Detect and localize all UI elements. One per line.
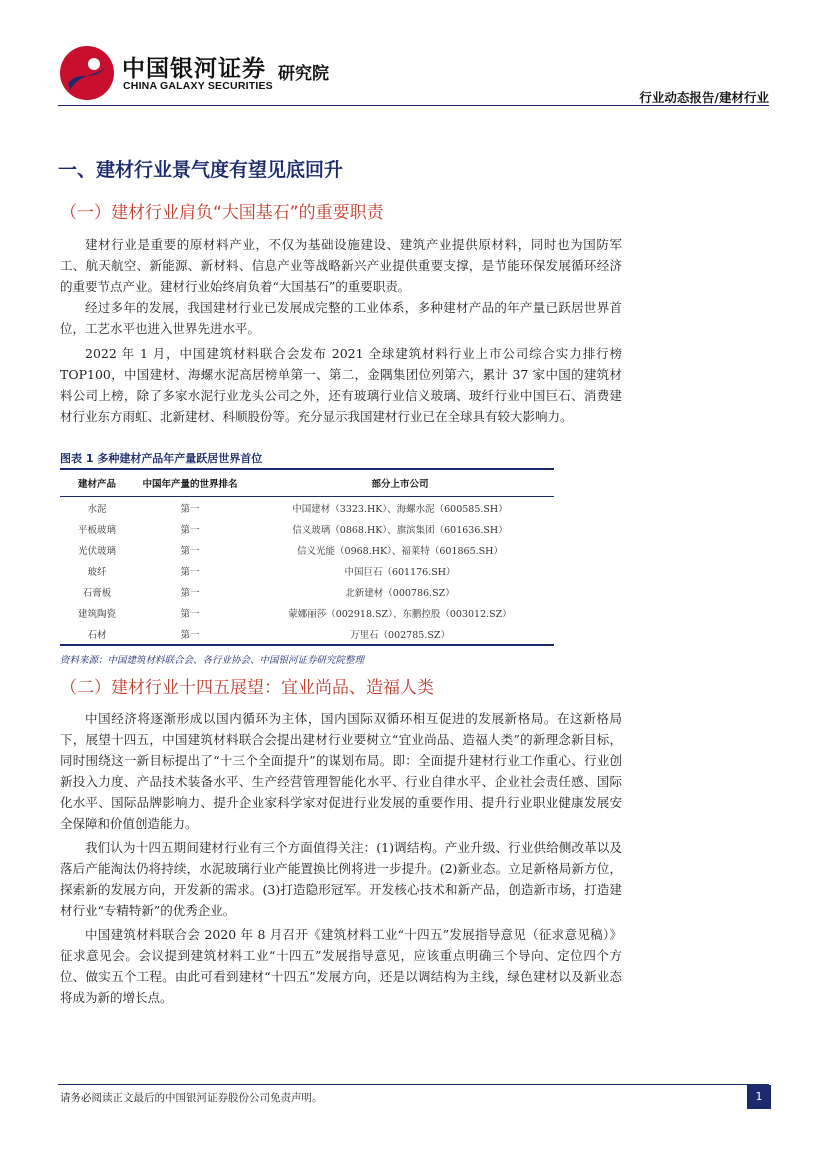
table-cell: 信义玻璃（0868.HK）、旗滨集团（601636.SH） bbox=[292, 524, 508, 536]
brand-name-cn: 中国银河证券 bbox=[122, 56, 266, 82]
table-row bbox=[60, 539, 554, 560]
table-cell: 水泥 bbox=[87, 503, 107, 515]
table-cell: 第一 bbox=[180, 587, 200, 599]
table-cell: 第一 bbox=[180, 503, 200, 515]
disclaimer-text: 请务必阅读正文最后的中国银河证券股份公司免责声明。 bbox=[60, 1092, 323, 1104]
table-row bbox=[60, 602, 554, 623]
table-cell: 石膏板 bbox=[82, 587, 112, 599]
table-row bbox=[60, 497, 554, 519]
brand-institute: 研究院 bbox=[278, 64, 329, 84]
paragraph: 经过多年的发展，我国建材行业已发展成完整的工业体系，多种建材产品的年产量已跃居世界首位，工艺水平也进入世界先进水平。 bbox=[60, 300, 622, 336]
table-cell: 中国建材（3323.HK）、海螺水泥（600585.SH） bbox=[292, 503, 508, 515]
footer-divider bbox=[58, 1084, 769, 1085]
table-cell: 平板玻璃 bbox=[77, 524, 116, 536]
paragraph: 2022 年 1 月，中国建筑材料联合会发布 2021 全球建筑材料行业上市公司综合实力排行榜TOP100，中国建材、海螺水泥高居榜单第一、第二，金隅集团位列第六，累计 37 家中国的建筑材料公司上榜，除了多家水泥行业龙头公司之外，还有玻璃行业信义玻璃、玻纤行业中国巨石、消费建材行业东方雨虹、北新建材、科顺股份等。充分显示我国建材行业已在全球具有较大影响力。 bbox=[60, 346, 622, 424]
paragraph: 中国经济将逐渐形成以国内循环为主体，国内国际双循环相互促进的发展新格局。在这新格局下，展望十四五，中国建筑材料联合会提出建材行业要树立“宜业尚品、造福人类”的新理念新目标，同时围绕这一新目标提出了“十三个全面提升”的谋划布局。即：全面提升建材行业工作重心、行业创新投入力度、产品技术装备水平、生产经营管理智能化水平、行业自律水平、企业社会责任感、国际化水平、国际品牌影响力、提升企业家科学家对促进行业发展的重要作用、提升行业职业健康发展安全保障和价值创造能力。 bbox=[60, 711, 622, 831]
table-cell: 第一 bbox=[180, 566, 200, 578]
paragraph: 我们认为十四五期间建材行业有三个方面值得关注：(1)调结构。产业升级、行业供给侧改革以及落后产能淘汰仍将持续，水泥玻璃行业产能置换比例将进一步提升。(2)新业态。立足新格局新方位，探索新的发展方向，开发新的需求。(3)打造隐形冠军。开发核心技术和新产品，创造新市场，打造建材行业“专精特新”的优秀企业。 bbox=[60, 840, 622, 918]
column-header: 建材产品 bbox=[60, 469, 134, 497]
page-number: 1 bbox=[747, 1085, 771, 1109]
report-type: 行业动态报告/建材行业 bbox=[639, 90, 769, 105]
table-cell: 第一 bbox=[180, 524, 200, 536]
paragraph: 中国建筑材料联合会 2020 年 8 月召开《建筑材料工业“十四五”发展指导意见（征求意见稿）》征求意见会。会议提到建筑材料工业“十四五”发展指导意见，应该重点明确三个导向、定位四个方位、做实五个工程。由此可看到建材“十四五”发展方向，还是以调结构为主线，绿色建材以及新业态将成为新的增长点。 bbox=[60, 927, 622, 1005]
table-cell: 中国巨石（601176.SH） bbox=[344, 566, 456, 578]
table-cell: 第一 bbox=[134, 623, 246, 645]
brand-name-en: CHINA GALAXY SECURITIES bbox=[123, 80, 273, 92]
subsection-heading-2: （二）建材行业十四五展望：宜业尚品、造福人类 bbox=[60, 678, 434, 698]
table-row bbox=[60, 518, 554, 539]
paragraph: 建材行业是重要的原材料产业，不仅为基础设施建设、建筑产业提供原材料，同时也为国防军工、航天航空、新能源、新材料、信息产业等战略新兴产业提供重要支撑，是节能环保发展循环经济的重要节点产业。建材行业始终肩负着“大国基石”的重要职责。 bbox=[60, 237, 622, 294]
header-divider bbox=[58, 105, 769, 106]
table-cell: 石材 bbox=[60, 623, 134, 645]
table-cell: 玻纤 bbox=[87, 566, 107, 578]
column-header: 部分上市公司 bbox=[246, 469, 554, 497]
subsection-heading-1: （一）建材行业肩负“大国基石”的重要职责 bbox=[60, 203, 384, 223]
table-cell: 第一 bbox=[180, 608, 200, 620]
table-cell: 万里石（002785.SZ） bbox=[246, 623, 554, 645]
table-header-row bbox=[60, 469, 554, 497]
table-cell: 北新建材（000786.SZ） bbox=[345, 587, 455, 599]
table-cell: 光伏玻璃 bbox=[77, 545, 116, 557]
figure-title: 图表 1 多种建材产品年产量跃居世界首位 bbox=[60, 452, 263, 465]
data-table bbox=[60, 468, 554, 646]
galaxy-logo-icon bbox=[58, 44, 116, 102]
table-cell: 信义光能（0968.HK）、福莱特（601865.SH） bbox=[297, 545, 503, 557]
column-header: 中国年产量的世界排名 bbox=[134, 469, 246, 497]
section-heading: 一、建材行业景气度有望见底回升 bbox=[58, 159, 344, 181]
table-row bbox=[60, 581, 554, 602]
figure-source: 资料来源：中国建筑材料联合会、各行业协会、中国银河证券研究院整理 bbox=[60, 655, 365, 666]
table-row bbox=[60, 560, 554, 581]
table-cell: 蒙娜丽莎（002918.SZ）、东鹏控股（003012.SZ） bbox=[288, 608, 512, 620]
table-cell: 建筑陶瓷 bbox=[77, 608, 116, 620]
table-row bbox=[60, 623, 554, 645]
table-cell: 第一 bbox=[180, 545, 200, 557]
